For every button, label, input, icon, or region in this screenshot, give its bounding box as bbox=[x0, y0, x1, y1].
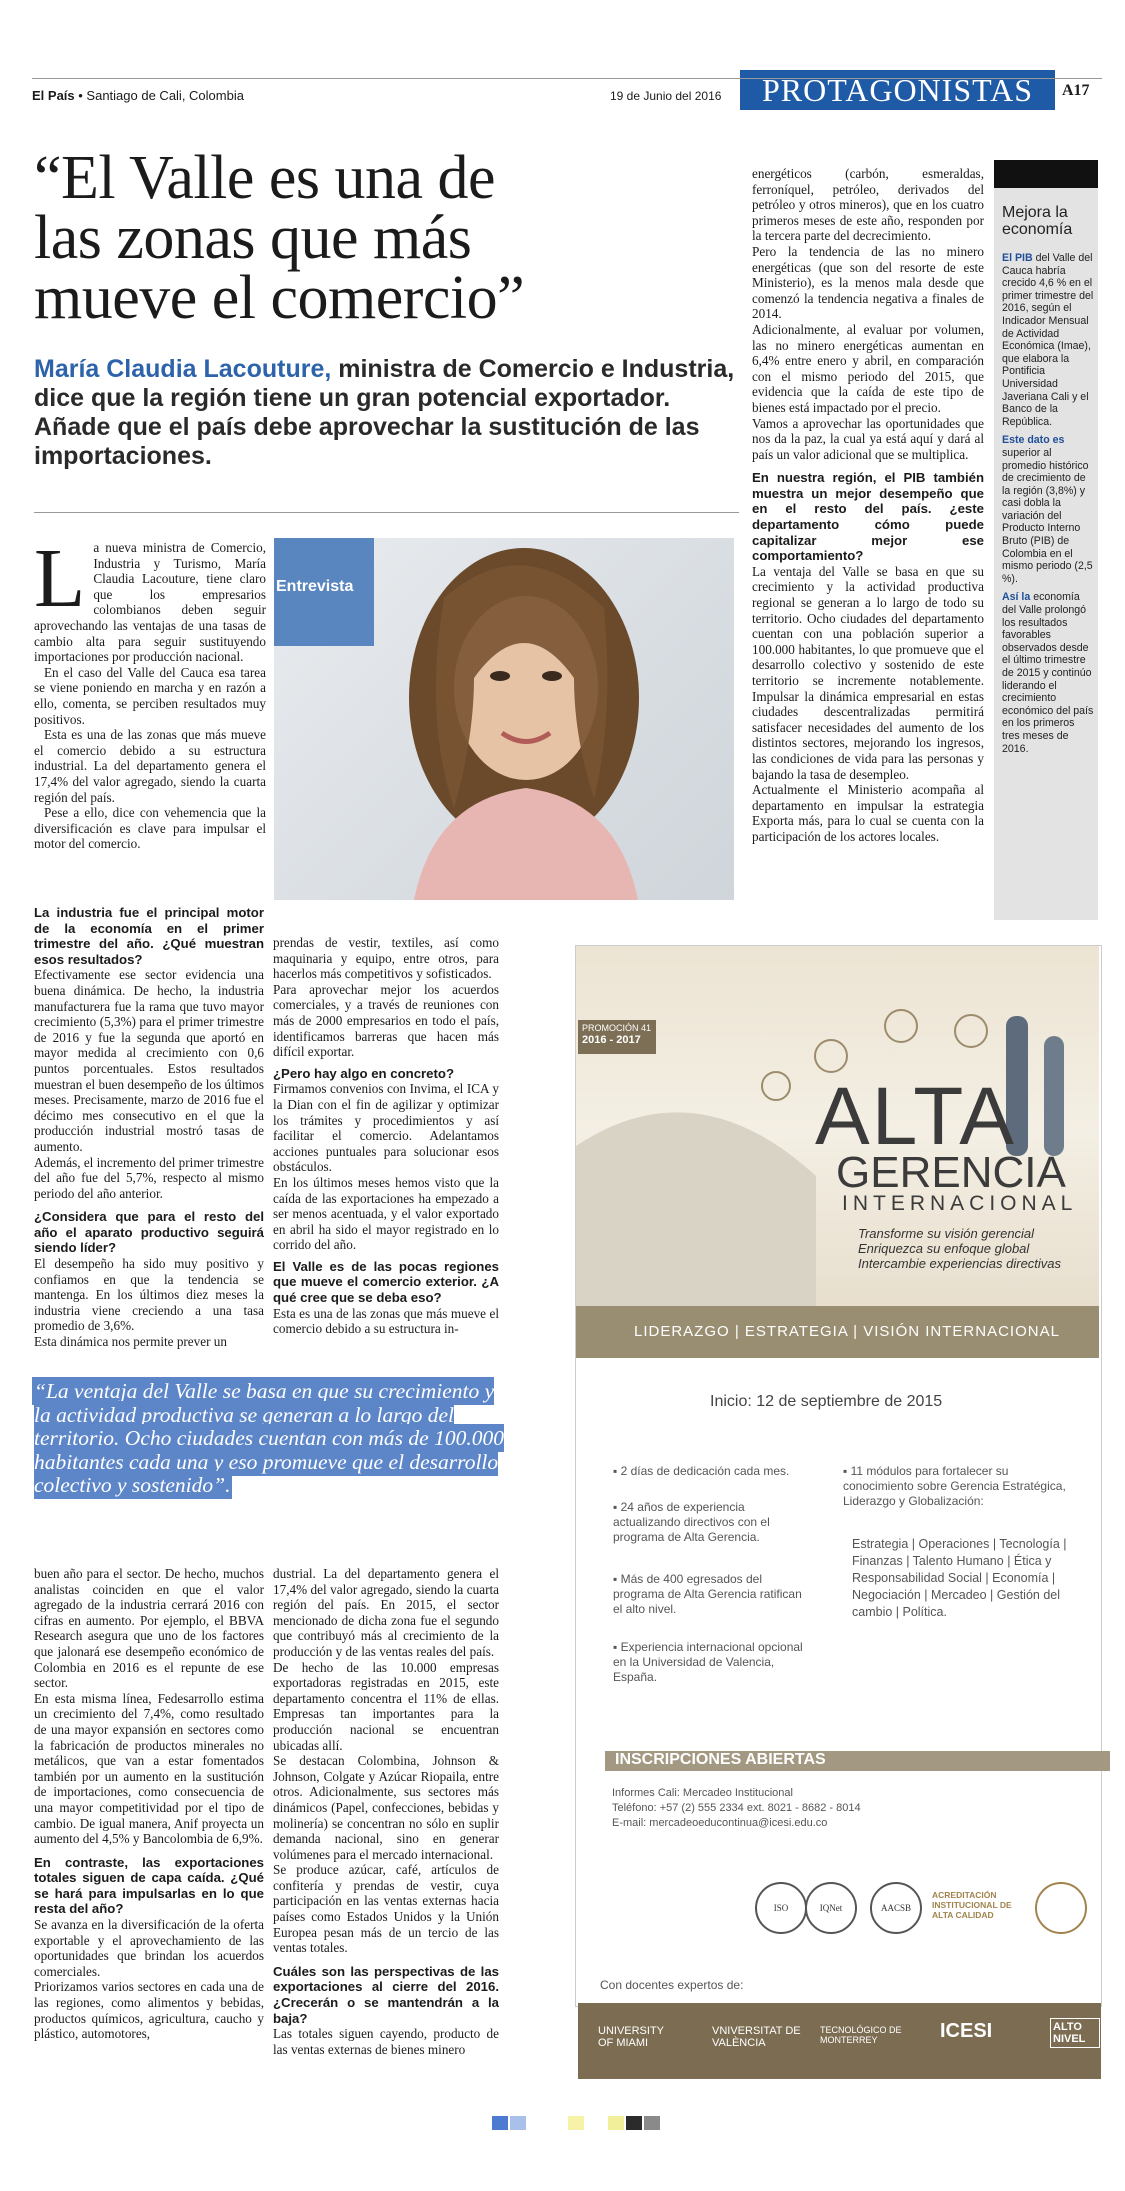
ad-band-text: LIDERAZGO | ESTRATEGIA | VISIÓN INTERNACIONAL bbox=[634, 1323, 1060, 1340]
sidebar-item-1: del Valle del Cauca habría crecido 4,6 % en el primer trimestre del 2016, según el Indicador Mensual de Actividad Económica (Imae), que elabora la Pontificia Universidad Javeriana Cali y el Banco de la República. bbox=[1002, 252, 1094, 428]
masthead-rule bbox=[32, 78, 1102, 79]
masthead-paper-info: El País • Santiago de Cali, Colombia bbox=[32, 88, 244, 103]
answer-7b: Actualmente el Ministerio acompaña al departamento en impulsar la estrategia Exporta más, para lo cual se cuenta con la participación de los actores locales. bbox=[752, 782, 984, 844]
answer-2b: Esta dinámica nos permite prever un bbox=[34, 1334, 227, 1350]
column-c bbox=[34, 1566, 264, 2042]
print-swatch-gray bbox=[644, 2116, 660, 2130]
intro-column bbox=[34, 532, 266, 852]
sidebar-item-3-lead: Así la bbox=[1002, 591, 1031, 604]
answer-7: La ventaja del Valle se basa en que su crecimiento y la actividad productiva regional se generan a lo largo de todo su territorio. Ocho ciudades del departamento cuentan con una población superior a 100.000 habitantes, lo que promueve que el desarrollo colectivo y sostenido de este territorio se incremente notablemente. Impulsar la dinámica empresarial en estas ciudades descentralizadas permitirá satisfacer necesidades del aumento de los distintos sectores, mejorando los ingresos, las condiciones de vida para las personas y bajando la tasa de desempleo. bbox=[752, 563, 984, 782]
answer-3b: En los últimos meses hemos visto que la caída de las exportaciones ha empezado a ser menos acentuada, y el valor exportado en abril ha sido el mayor registrado en lo corrido del año. bbox=[273, 1174, 499, 1253]
print-swatch-light-yellow bbox=[608, 2116, 624, 2130]
pull-quote bbox=[34, 1380, 504, 1498]
logo-valencia: VNIVERSITAT DE VALÈNCIA bbox=[712, 2025, 801, 2049]
quality-seal-icon bbox=[1035, 1882, 1087, 1934]
paper-name: El País bbox=[32, 88, 75, 103]
column-right bbox=[752, 166, 984, 845]
ad-title-alta: ALTA bbox=[815, 1071, 1016, 1162]
sidebar-item-3: economía del Valle prolongó los resultados favorables observados desde el último trimestre de 2015 y continúo liderando el crecimiento económico del país en los primeros tres meses de 2016. bbox=[1002, 591, 1094, 755]
ad-tagline-3: Intercambie experiencias directivas bbox=[858, 1256, 1062, 1271]
ad-contact-line-1: Informes Cali: Mercadeo Institucional bbox=[612, 1787, 793, 1799]
right-paragraph-2: Pero la tendencia de las no minero energéticas (que son del resorte de este Ministerio), es la menos mala desde que comenzó la tendencia negativa a finales de 2014. bbox=[752, 243, 984, 322]
dropcap: L bbox=[34, 532, 86, 625]
accreditation-text: ACREDITACIÓN INSTITUCIONAL DE ALTA CALIDAD bbox=[932, 1890, 1012, 1920]
interview-label bbox=[274, 538, 374, 646]
sidebar-item-1-lead: El PIB bbox=[1002, 252, 1033, 264]
headline-line-2: las zonas que más bbox=[34, 204, 472, 272]
ad-bullet-5-text: 11 módulos para fortalecer su conocimiento sobre Gerencia Estratégica, Liderazgo y Globalización: bbox=[843, 1464, 1066, 1508]
intro-paragraph-4: Pese a ello, dice con vehemencia que la diversificación es clave para impulsar el motor del comercio. bbox=[34, 805, 266, 852]
question-3: ¿Pero hay algo en concreto? bbox=[273, 1065, 454, 1081]
logo-monterrey: TECNOLÓGICO DE MONTERREY bbox=[820, 2025, 902, 2045]
question-1: La industria fue el principal motor de la economía en el primer trimestre del año. ¿Qué muestran esos resultados? bbox=[34, 905, 264, 967]
answer-2: El desempeño ha sido muy positivo y confiamos en que la tendencia se mantenga. En los últimos diez meses la industria viene creciendo a una tasa promedio de 3,6%. bbox=[34, 1256, 264, 1334]
question-5: En contraste, las exportaciones totales siguen de capa caída. ¿Qué se hará para impulsarlas en lo que resta del año? bbox=[34, 1854, 264, 1917]
ad-taglines bbox=[858, 1226, 1061, 1271]
question-2: ¿Considera que para el resto del año el aparato productivo seguirá siendo líder? bbox=[34, 1209, 264, 1256]
ad-start-date: Inicio: 12 de septiembre de 2015 bbox=[710, 1393, 943, 1410]
answer-5b: Priorizamos varios sectores en cada una de las regiones, como alimentos y bebidas, productos químicos, agricultura, caucho y plástico, automotores, bbox=[34, 1979, 264, 2042]
column-d-paragraph-2: De hecho de las 10.000 empresas exportadoras registradas en 2015, este departamento concentra el 11% de ellas. Empresas tan importantes para la producción nacional se encuentran ubicadas allí. bbox=[273, 1659, 499, 1753]
ad-tagline-2: Enriquezca su enfoque global bbox=[858, 1241, 1030, 1256]
logo-alto-nivel: ALTO NIVEL bbox=[1050, 2018, 1100, 2048]
promo-line-1: PROMOCIÓN 41 bbox=[582, 1023, 652, 1033]
ad-bullet-2-text: 24 años de experiencia actualizando directivos con el programa de Alta Gerencia. bbox=[613, 1500, 770, 1544]
ad-bullet-3-text: Más de 400 egresados del programa de Alta Gerencia ratifican el alto nivel. bbox=[613, 1572, 802, 1616]
deck-rule bbox=[34, 512, 739, 513]
ad-bullet-1-text: 2 días de dedicación cada mes. bbox=[620, 1464, 790, 1478]
column-d-paragraph-1: dustrial. La del departamento genera el 17,4% del valor agregado, siendo la cuarta región del país. En 2015, el sector mencionado de dicha zona fue el segundo que contribuyó más al crecimiento de la producción y de las ventas reales del país. bbox=[273, 1566, 499, 1659]
column-d bbox=[273, 1566, 499, 2057]
print-swatch-black bbox=[626, 2116, 642, 2130]
column-d-paragraph-4: Se produce azúcar, café, artículos de confitería y prendas de vestir, cuya participación en las ventas externas hacia países como Estados Unidos y la Unión Europea pesan más de un tercio de las ventas totales. bbox=[273, 1862, 499, 1956]
page-number: A17 bbox=[1062, 82, 1090, 99]
answer-1b: Además, el incremento del primer trimestre del año fue del 5,7%, respecto al mismo periodo del año anterior. bbox=[34, 1154, 264, 1201]
ad-contact bbox=[612, 1786, 861, 1831]
print-swatch-cyan bbox=[492, 2116, 508, 2130]
paper-location: Santiago de Cali, Colombia bbox=[86, 88, 244, 103]
deck-name: María Claudia Lacouture, bbox=[34, 355, 332, 383]
ad-bullet-4-text: Experiencia internacional opcional en la Universidad de Valencia, España. bbox=[613, 1640, 803, 1684]
column-a bbox=[34, 905, 264, 1350]
logo-icesi: ICESI bbox=[940, 2020, 993, 2042]
print-swatch-yellow bbox=[568, 2116, 584, 2130]
ad-bullet-4: ▪ Experiencia internacional opcional en la Universidad de Valencia, España. bbox=[613, 1640, 803, 1684]
ad-bullet-5: ▪ 11 módulos para fortalecer su conocimiento sobre Gerencia Estratégica, Liderazgo y Globalización: bbox=[843, 1464, 1066, 1508]
ad-bullet-1: ▪ 2 días de dedicación cada mes. bbox=[613, 1464, 790, 1478]
sidebar-item-2-lead: Este dato es bbox=[1002, 434, 1065, 447]
headline-line-3: mueve el comercio” bbox=[34, 264, 525, 332]
section-title: PROTAGONISTAS bbox=[740, 70, 1055, 110]
right-paragraph-4: Vamos a aprovechar las oportunidades que nos da la paz, la cual ya está aquí y dará al país un valor adicional que se multiplica. bbox=[752, 415, 984, 462]
question-7: En nuestra región, el PIB también muestra un mejor desempeño que en el resto del país. ¿este departamento cómo puede capitalizar mejor ese comportamiento? bbox=[752, 470, 984, 564]
ad-band bbox=[576, 1306, 1099, 1358]
sidebar-title: Mejora la economía bbox=[1002, 204, 1073, 238]
answer-1: Efectivamente ese sector evidencia una buena dinámica. De hecho, la industria manufacturera fue la rama que tuvo mayor crecimiento (5,3%) para el primer trimestre de 2016 y fue la segunda que aportó en mayor medida al crecimiento con 0,6 puntos porcentuales. Estos resultados muestran el buen desempeño de los últimos meses. Precisamente, marzo de 2016 fue el décimo mes consecutivo en el que la producción industrial mostró tasas de aumento. bbox=[34, 967, 265, 1154]
pull-quote-text: “La ventaja del Valle se basa en que su crecimiento y la actividad productiva se generan a lo largo del territorio. Ocho ciudades cuentan con más de 100.000 habitantes cada una y eso promueve que el desarrollo colectivo y sostenido”. bbox=[34, 1379, 504, 1497]
deck bbox=[34, 355, 739, 471]
issue-date: 19 de Junio del 2016 bbox=[610, 89, 722, 103]
ad-registration-banner: INSCRIPCIONES ABIERTAS bbox=[605, 1751, 1110, 1771]
column-c-paragraph-2: En esta misma línea, Fedesarrollo estima un crecimiento del 7,4%, como resultado de una mayor expansión en sectores como la fabricación de productos minerales no metálicos, que van a estar fomentados también por un aumento en la sustitución de importaciones, como consecuencia de una mayor competitividad por el tipo de cambio. De igual manera, Anif proyecta un aumento del 4,5% y Bancolombia de 6,9%. bbox=[34, 1690, 264, 1847]
interview-label-text: Entrevista bbox=[276, 578, 354, 595]
ad-modules: Estrategia | Operaciones | Tecnología | Finanzas | Talento Humano | Ética y Responsabilidad Social | Economía | Negociación | Mercadeo | Gestión del cambio | Política. bbox=[852, 1537, 1067, 1619]
promo-badge bbox=[578, 1020, 656, 1054]
intro-paragraph-3: Esta es una de las zonas que más mueve el comercio debido a su estructura industrial. La del departamento genera el 17,4% del valor agregado, siendo la cuarta región del país. bbox=[34, 727, 266, 805]
ad-title-gerencia: GERENCIA bbox=[836, 1148, 1066, 1197]
answer-3: Firmamos convenios con Invima, el ICA y la Dian con el fin de agilizar y optimizar los trámites y procedimientos y así facilitar el comercio. Adelantamos acciones puntuales para solucionar esos obstáculos. bbox=[273, 1081, 499, 1175]
right-paragraph-1: energéticos (carbón, esmeraldas, ferroníquel, petróleo, derivados del petróleo y otros mineros), que en los cuatro primeros meses de este año, responden por la tercera parte del decrecimiento. bbox=[752, 166, 984, 244]
sidebar-body bbox=[1002, 252, 1094, 755]
promo-line-2: 2016 - 2017 bbox=[582, 1034, 641, 1046]
iso-seal: ISO bbox=[755, 1882, 807, 1934]
column-b-paragraph-1: prendas de vestir, textiles, así como maquinaria y equipo, entre otros, para hacerlos más competitivos y sofisticados. bbox=[273, 935, 499, 982]
column-b bbox=[273, 935, 499, 1337]
column-c-paragraph-1: buen año para el sector. De hecho, muchos analistas coinciden en que el valor agregado de la industria cerrará 2016 con cifras en aumento. Por ejemplo, el BBVA Research asegura que uno de los factores que jalonará ese desempeño económico de Colombia en 2016 es el repunte de ese sector. bbox=[34, 1566, 264, 1691]
iqnet-seal: IQNet bbox=[805, 1882, 857, 1934]
ad-tagline-1: Transforme su visión gerencial bbox=[858, 1226, 1035, 1241]
aacsb-seal: AACSB bbox=[870, 1882, 922, 1934]
headline bbox=[34, 144, 734, 332]
question-4: El Valle es de las pocas regiones que mueve el comercio exterior. ¿A qué cree que se deba eso? bbox=[273, 1258, 499, 1306]
ad-bullet-2: ▪ 24 años de experiencia actualizando directivos con el programa de Alta Gerencia. bbox=[613, 1500, 770, 1544]
ad-title-internacional: INTERNACIONAL bbox=[842, 1192, 1078, 1215]
answer-5: Se avanza en la diversificación de la oferta exportable y el aprovechamiento de las oportunidades que brindan los acuerdos comerciales. bbox=[34, 1917, 264, 1979]
question-6: Cuáles son las perspectivas de las exportaciones al cierre del 2016. ¿Crecerán o se mantendrán a la baja? bbox=[273, 1963, 499, 2026]
answer-4: Esta es una de las zonas que más mueve el comercio debido a su estructura in- bbox=[273, 1305, 499, 1337]
intro-paragraph-2: En el caso del Valle del Cauca esa tarea se viene poniendo en marcha y en razón a ello, comenta, se perciben resultados muy positivos. bbox=[34, 664, 266, 727]
sidebar-item-2: superior al promedio histórico de crecimiento de la región (3,8%) y casi dobla la variación del Producto Interno Bruto (PIB) de Colombia en el mismo periodo (2,5 %). bbox=[1002, 446, 1093, 585]
deck-text: ministra de Comercio e Industria, dice que la región tiene un gran potencial exportador. Añade que el país debe aprovechar la sustitución de las importaciones. bbox=[34, 355, 735, 470]
answer-6: Las totales siguen cayendo, producto de las ventas externas de bienes minero bbox=[273, 2026, 499, 2057]
column-d-paragraph-3: Se destacan Colombina, Johnson & Johnson, Colgate y Azúcar Riopaila, entre otros. Adicionalmente, sus sectores más dinámicos (Papel, confecciones, bebidas y molinería) se concentran no sólo en suplir demanda nacional, sino en generar volúmenes para el mercado internacional. bbox=[273, 1753, 499, 1862]
intro-paragraph: a nueva ministra de Comercio, Industria y Turismo, María Claudia Lacouture, tiene claro que los empresarios colombianos deben seguir aprovechando las ventajas de una tasas de cambio alta para seguir sustituyendo importaciones por producción nacional. bbox=[34, 540, 266, 665]
headline-line-1: “El Valle es una de bbox=[34, 144, 496, 212]
right-paragraph-3: Adicionalmente, al evaluar por volumen, las no minero energéticas aumentan en 6,4% entre enero y abril, en comparación con el mismo periodo del 2015, que evidencia que la caída de este tipo de bienes está impactado por el precio. bbox=[752, 321, 984, 415]
print-swatch-light-cyan bbox=[510, 2116, 526, 2130]
ad-bullet-3: ▪ Más de 400 egresados del programa de Alta Gerencia ratifican el alto nivel. bbox=[613, 1572, 802, 1616]
sidebar-header-bar bbox=[994, 160, 1098, 188]
ad-faculty-label: Con docentes expertos de: bbox=[600, 1978, 744, 1992]
logo-miami: UNIVERSITY OF MIAMI bbox=[598, 2025, 664, 2049]
column-b-paragraph-2: Para aprovechar mejor los acuerdos comerciales, y a través de reuniones con más de 2000 empresarios en todo el país, identificamos barreras que hacen más difícil exportar. bbox=[273, 981, 499, 1060]
ad-contact-line-2: Teléfono: +57 (2) 555 2334 ext. 8021 - 8682 - 8014 bbox=[612, 1802, 861, 1814]
ad-contact-line-3: E-mail: mercadeoeducontinua@icesi.edu.co bbox=[612, 1817, 828, 1829]
